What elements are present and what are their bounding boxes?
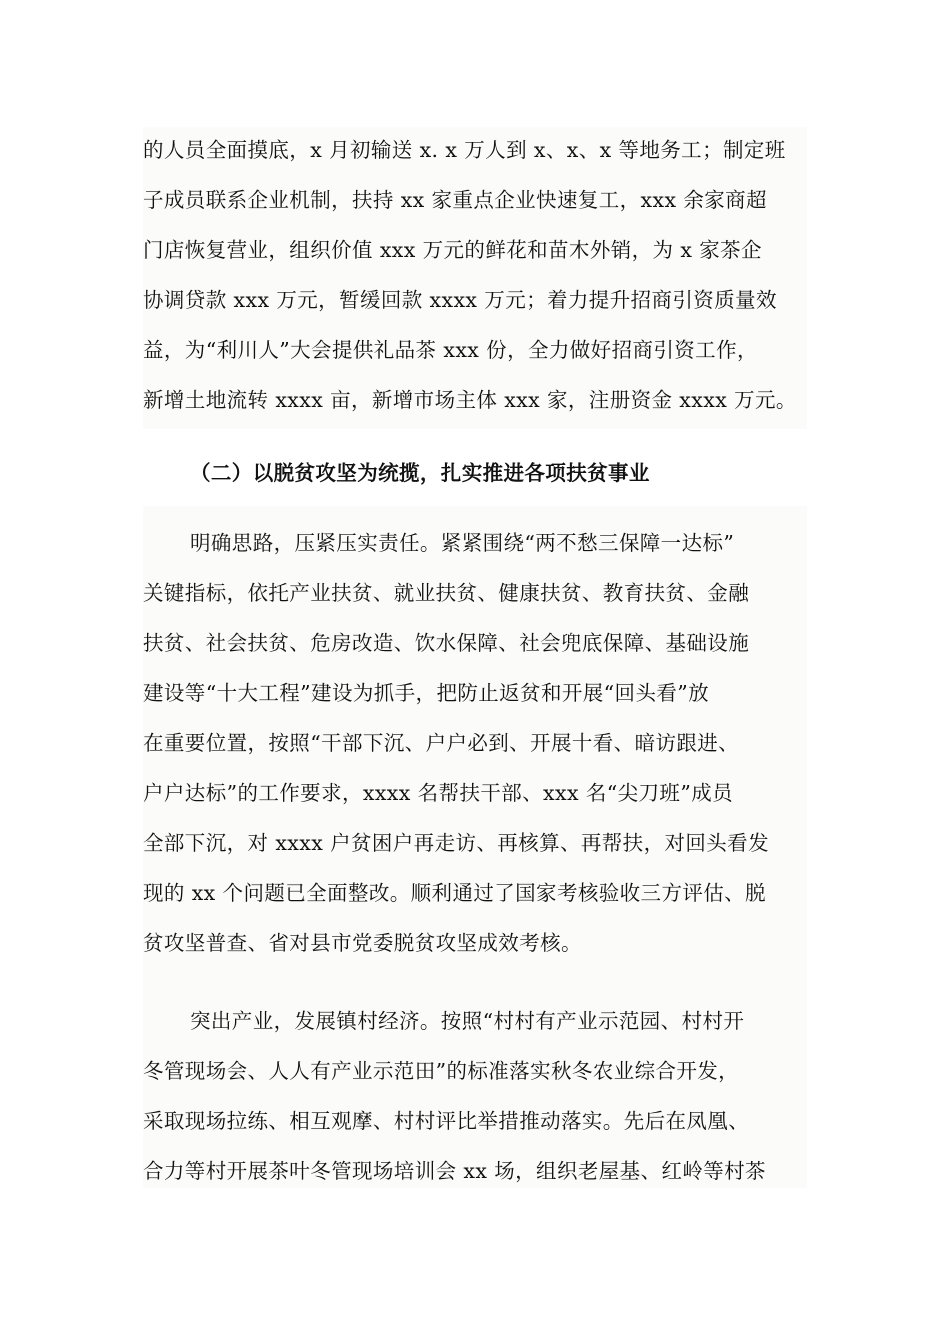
text-line: 新增土地流转 xxxx 亩，新增市场主体 xxx 家，注册资金 xxxx 万元。	[143, 388, 797, 412]
text-line: 户户达标”的工作要求，xxxx 名帮扶干部、xxx 名“尖刀班”成员	[143, 781, 734, 805]
text-line: 冬管现场会、人人有产业示范田”的标准落实秋冬农业综合开发，	[143, 1059, 740, 1083]
text-line: 在重要位置，按照“干部下沉、户户必到、开展十看、暗访跟进、	[143, 731, 740, 755]
text-line: 合力等村开展茶叶冬管现场培训会 xx 场，组织老屋基、红岭等村茶	[143, 1159, 766, 1183]
body-paragraphs-block	[143, 506, 807, 1188]
text-line: 门店恢复营业，组织价值 xxx 万元的鲜花和苗木外销，为 x 家茶企	[143, 238, 762, 262]
text-line: 全部下沉，对 xxxx 户贫困户再走访、再核算、再帮扶，对回头看发	[143, 831, 769, 855]
text-line: 现的 xx 个问题已全面整改。顺利通过了国家考核验收三方评估、脱	[143, 881, 766, 905]
text-line: 的人员全面摸底，x 月初输送 x. x 万人到 x、x、x 等地务工；制定班	[143, 138, 786, 162]
text-line: 协调贷款 xxx 万元，暂缓回款 xxxx 万元；着力提升招商引资质量效	[143, 288, 777, 312]
paragraph-industry-first-line: 突出产业，发展镇村经济。按照“村村有产业示范园、村村开	[190, 1009, 745, 1033]
text-line: 关键指标，依托产业扶贫、就业扶贫、健康扶贫、教育扶贫、金融	[143, 581, 750, 605]
continuation-paragraph-block	[143, 127, 807, 429]
paragraph-poverty-first-line: 明确思路，压紧压实责任。紧紧围绕“两不愁三保障一达标”	[190, 531, 735, 555]
section-heading: （二）以脱贫攻坚为统揽，扎实推进各项扶贫事业	[190, 461, 650, 485]
text-line: 子成员联系企业机制，扶持 xx 家重点企业快速复工，xxx 余家商超	[143, 188, 767, 212]
text-line: 扶贫、社会扶贫、危房改造、饮水保障、社会兜底保障、基础设施	[143, 631, 750, 655]
text-line: 采取现场拉练、相互观摩、村村评比举措推动落实。先后在凤凰、	[143, 1109, 750, 1133]
text-line: 建设等“十大工程”建设为抓手，把防止返贫和开展“回头看”放	[143, 681, 710, 705]
text-line: 贫攻坚普查、省对县市党委脱贫攻坚成效考核。	[143, 931, 582, 955]
text-line: 益，为“利川人”大会提供礼品茶 xxx 份，全力做好招商引资工作，	[143, 338, 758, 362]
